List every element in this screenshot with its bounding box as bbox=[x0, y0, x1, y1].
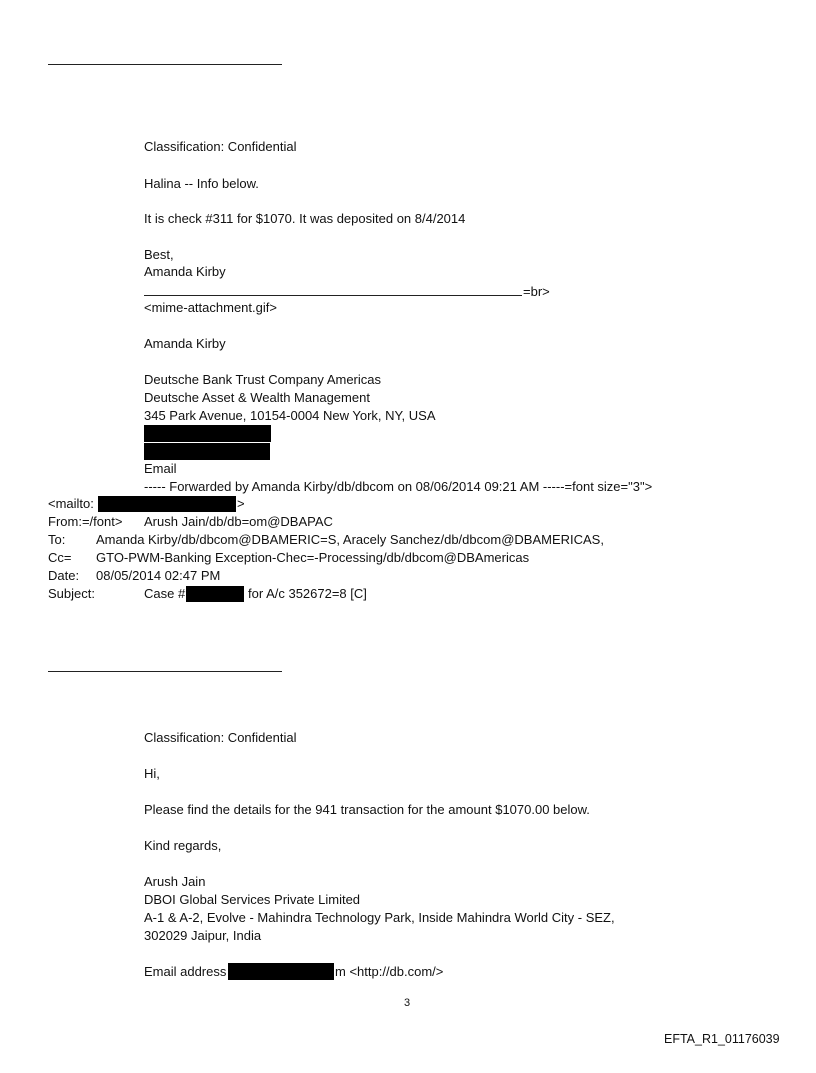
signer-name-1: Amanda Kirby bbox=[144, 264, 226, 279]
signature-email-label: Email bbox=[144, 461, 177, 476]
subject-label: Subject: bbox=[48, 586, 95, 601]
signature-name-2: Arush Jain bbox=[144, 874, 206, 889]
subject-suffix: for A/c 352672=8 [C] bbox=[248, 586, 367, 601]
redaction-block bbox=[186, 586, 244, 602]
page-number: 3 bbox=[404, 997, 411, 1009]
subject-prefix: Case # bbox=[144, 586, 186, 601]
to-label: To: bbox=[48, 532, 66, 547]
from-value: Arush Jain/db/db=om@DBAPAC bbox=[144, 514, 333, 529]
date-label: Date: bbox=[48, 568, 80, 583]
cc-label: Cc= bbox=[48, 550, 72, 565]
body-line-1: It is check #311 for $1070. It was deposited on 8/4/2014 bbox=[144, 211, 466, 226]
mailto-prefix: <mailto: bbox=[48, 496, 94, 511]
email-address-label: Email address bbox=[144, 964, 227, 979]
signature-company-2: DBOI Global Services Private Limited bbox=[144, 892, 361, 907]
signature-address-line-2: 302029 Jaipur, India bbox=[144, 928, 262, 943]
cc-value: GTO-PWM-Banking Exception-Chec=-Processing/db/dbcom@DBAmericas bbox=[96, 550, 530, 565]
signature-underline bbox=[144, 295, 522, 296]
body-line-2: Please find the details for the 941 transaction for the amount $1070.00 below. bbox=[144, 802, 590, 817]
separator-rule-middle bbox=[48, 671, 282, 672]
underline-tail-text: =br> bbox=[523, 284, 550, 299]
from-label: From:=/font> bbox=[48, 514, 123, 529]
signature-company: Deutsche Bank Trust Company Americas bbox=[144, 372, 381, 387]
mailto-suffix: > bbox=[237, 496, 245, 511]
greeting-line-2: Hi, bbox=[144, 766, 160, 781]
redaction-block bbox=[144, 425, 271, 442]
signature-address: 345 Park Avenue, 10154-0004 New York, NY, USA bbox=[144, 408, 436, 423]
redaction-block bbox=[228, 963, 334, 980]
redaction-block bbox=[144, 443, 270, 460]
separator-rule-top bbox=[48, 64, 282, 65]
redaction-block bbox=[98, 496, 236, 512]
signature-address-line-1: A-1 & A-2, Evolve - Mahindra Technology Park, Inside Mahindra World City - SEZ, bbox=[144, 910, 615, 925]
signature-division: Deutsche Asset & Wealth Management bbox=[144, 390, 370, 405]
attachment-line[interactable]: <mime-attachment.gif> bbox=[144, 300, 277, 315]
to-value: Amanda Kirby/db/dbcom@DBAMERIC=S, Aracely Sanchez/db/dbcom@DBAMERICAS, bbox=[96, 532, 604, 547]
classification-label-2: Classification: Confidential bbox=[144, 730, 297, 745]
email-address-suffix[interactable]: m <http://db.com/> bbox=[335, 964, 444, 979]
closing-line-2: Kind regards, bbox=[144, 838, 222, 853]
forwarded-line: ----- Forwarded by Amanda Kirby/db/dbcom on 08/06/2014 09:21 AM -----=font size="3"> bbox=[144, 479, 653, 494]
classification-label-1: Classification: Confidential bbox=[144, 139, 297, 154]
signature-name: Amanda Kirby bbox=[144, 336, 226, 351]
document-id: EFTA_R1_01176039 bbox=[664, 1032, 780, 1046]
closing-line-1: Best, bbox=[144, 247, 174, 262]
greeting-line-1: Halina -- Info below. bbox=[144, 176, 259, 191]
date-value: 08/05/2014 02:47 PM bbox=[96, 568, 221, 583]
